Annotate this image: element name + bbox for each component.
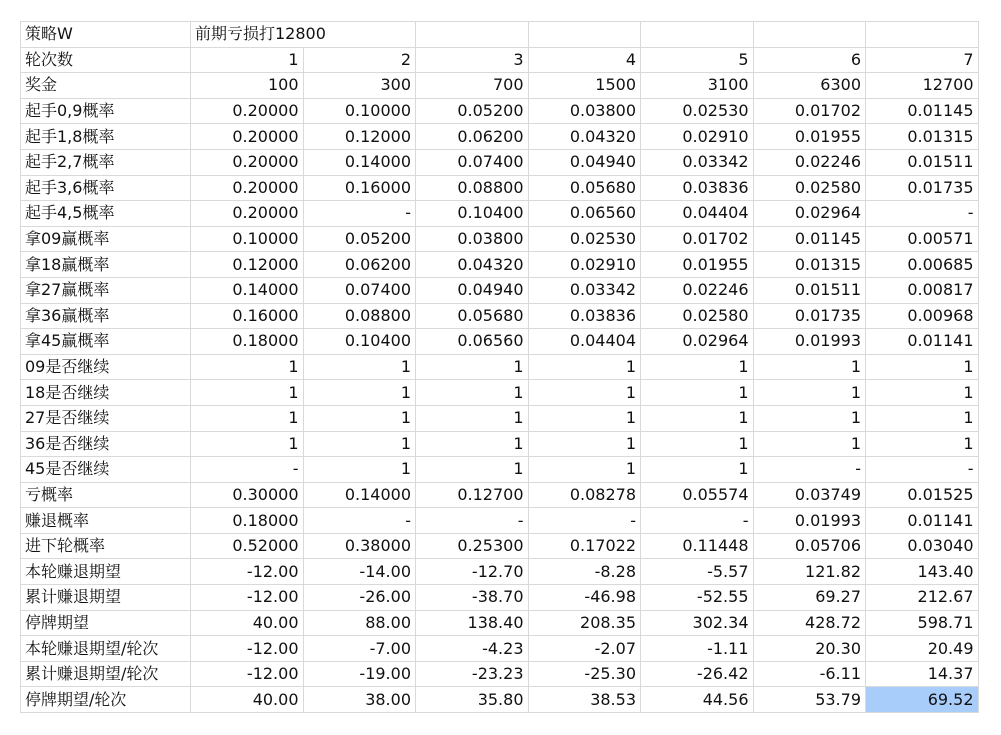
value-cell[interactable]: 0.04940	[416, 277, 529, 303]
value-cell[interactable]: 38.00	[303, 687, 416, 713]
value-cell[interactable]: 0.01141	[866, 508, 979, 534]
value-cell[interactable]: 0.01702	[753, 98, 866, 124]
value-cell[interactable]: 1	[528, 405, 641, 431]
value-cell[interactable]: 0.04940	[528, 149, 641, 175]
value-cell[interactable]: 0.03342	[528, 277, 641, 303]
table-row	[21, 47, 979, 73]
value-cell[interactable]: 0.08278	[528, 482, 641, 508]
row-label-cell[interactable]: 起手1,8概率	[21, 124, 191, 150]
value-cell[interactable]: 0.16000	[303, 175, 416, 201]
value-cell[interactable]: 1	[303, 457, 416, 483]
table-row	[21, 380, 979, 406]
value-cell[interactable]: 0.10400	[303, 329, 416, 355]
table-row	[21, 508, 979, 534]
value-cell[interactable]: 0.01145	[866, 98, 979, 124]
cell-empty[interactable]	[416, 22, 529, 48]
value-cell[interactable]: 0.30000	[191, 482, 304, 508]
value-cell[interactable]: 0.02910	[528, 252, 641, 278]
value-cell[interactable]: 0.25300	[416, 533, 529, 559]
value-cell[interactable]: 1	[753, 431, 866, 457]
value-cell[interactable]: 212.67	[866, 585, 979, 611]
value-cell[interactable]: 0.20000	[191, 201, 304, 227]
value-cell[interactable]: -	[753, 457, 866, 483]
value-cell[interactable]: 0.02530	[528, 226, 641, 252]
value-cell[interactable]: 0.14000	[303, 149, 416, 175]
value-cell[interactable]: 0.03040	[866, 533, 979, 559]
value-cell[interactable]: -	[866, 457, 979, 483]
value-cell[interactable]: 0.04320	[528, 124, 641, 150]
value-cell[interactable]: 0.52000	[191, 533, 304, 559]
value-cell[interactable]: 20.30	[753, 636, 866, 662]
row-label-cell[interactable]: 拿45赢概率	[21, 329, 191, 355]
row-label-cell[interactable]: 本轮赚退期望/轮次	[21, 636, 191, 662]
value-cell[interactable]: -	[641, 508, 754, 534]
value-cell[interactable]: 0.03342	[641, 149, 754, 175]
value-cell[interactable]: 1	[303, 431, 416, 457]
selected-cell[interactable]: 69.52	[866, 687, 979, 713]
table-row	[21, 354, 979, 380]
cell-empty[interactable]	[641, 22, 754, 48]
sheet-body	[21, 22, 979, 713]
value-cell[interactable]: 1	[866, 354, 979, 380]
table-row	[21, 226, 979, 252]
value-cell[interactable]: 40.00	[191, 610, 304, 636]
value-cell[interactable]: 12700	[866, 73, 979, 99]
value-cell[interactable]: 1	[641, 405, 754, 431]
value-cell[interactable]: 0.02964	[753, 201, 866, 227]
value-cell[interactable]: 0.06560	[528, 201, 641, 227]
value-cell[interactable]: 4	[528, 47, 641, 73]
value-cell[interactable]: 0.20000	[191, 124, 304, 150]
value-cell[interactable]: -14.00	[303, 559, 416, 585]
value-cell[interactable]: 0.02246	[753, 149, 866, 175]
value-cell[interactable]: -52.55	[641, 585, 754, 611]
value-cell[interactable]: 1	[303, 380, 416, 406]
value-cell[interactable]: 0.05200	[416, 98, 529, 124]
value-cell[interactable]: 0.01511	[866, 149, 979, 175]
value-cell[interactable]: 1	[866, 405, 979, 431]
value-cell[interactable]: 0.05680	[528, 175, 641, 201]
value-cell[interactable]: 0.03749	[753, 482, 866, 508]
value-cell[interactable]: 0.20000	[191, 98, 304, 124]
cell-empty[interactable]	[866, 22, 979, 48]
value-cell[interactable]: 1	[753, 405, 866, 431]
value-cell[interactable]: 1	[191, 431, 304, 457]
value-cell[interactable]: 0.01315	[866, 124, 979, 150]
row-label-cell[interactable]: 累计赚退期望/轮次	[21, 661, 191, 687]
value-cell[interactable]: -12.70	[416, 559, 529, 585]
row-label-cell[interactable]: 累计赚退期望	[21, 585, 191, 611]
value-cell[interactable]: 0.11448	[641, 533, 754, 559]
value-cell[interactable]: 1	[528, 354, 641, 380]
value-cell[interactable]: 0.01955	[753, 124, 866, 150]
value-cell[interactable]: -1.11	[641, 636, 754, 662]
value-cell[interactable]: 0.06200	[303, 252, 416, 278]
value-cell[interactable]: 302.34	[641, 610, 754, 636]
value-cell[interactable]: -12.00	[191, 636, 304, 662]
value-cell[interactable]: -	[416, 508, 529, 534]
value-cell[interactable]: 0.05200	[303, 226, 416, 252]
value-cell[interactable]: 0.02580	[641, 303, 754, 329]
value-cell[interactable]: -	[866, 201, 979, 227]
value-cell[interactable]: 1	[191, 47, 304, 73]
value-cell[interactable]: 1	[528, 431, 641, 457]
value-cell[interactable]: 0.02246	[641, 277, 754, 303]
value-cell[interactable]: 0.01525	[866, 482, 979, 508]
value-cell[interactable]: 1	[641, 354, 754, 380]
value-cell[interactable]: 1	[191, 405, 304, 431]
value-cell[interactable]: 1	[191, 380, 304, 406]
row-label-cell[interactable]: 奖金	[21, 73, 191, 99]
value-cell[interactable]: 0.02910	[641, 124, 754, 150]
value-cell[interactable]: 0.00685	[866, 252, 979, 278]
table-row	[21, 329, 979, 355]
value-cell[interactable]: 138.40	[416, 610, 529, 636]
value-cell[interactable]: 0.05574	[641, 482, 754, 508]
value-cell[interactable]: 0.38000	[303, 533, 416, 559]
value-cell[interactable]: 1	[528, 457, 641, 483]
row-label-cell[interactable]: 起手3,6概率	[21, 175, 191, 201]
value-cell[interactable]: 1	[416, 431, 529, 457]
value-cell[interactable]: 69.27	[753, 585, 866, 611]
value-cell[interactable]: 6300	[753, 73, 866, 99]
row-label-cell[interactable]: 18是否继续	[21, 380, 191, 406]
row-label-cell[interactable]: 停牌期望	[21, 610, 191, 636]
row-label-cell[interactable]: 27是否继续	[21, 405, 191, 431]
table-row	[21, 149, 979, 175]
value-cell[interactable]: 7	[866, 47, 979, 73]
value-cell[interactable]: 0.08800	[303, 303, 416, 329]
value-cell[interactable]: 0.00571	[866, 226, 979, 252]
row-label-cell[interactable]: 起手2,7概率	[21, 149, 191, 175]
value-cell[interactable]: -2.07	[528, 636, 641, 662]
row-label-cell[interactable]: 拿36赢概率	[21, 303, 191, 329]
table-row	[21, 482, 979, 508]
row-label-cell[interactable]: 拿18赢概率	[21, 252, 191, 278]
value-cell[interactable]: 0.01511	[753, 277, 866, 303]
value-cell[interactable]: -	[191, 457, 304, 483]
value-cell[interactable]: 1	[753, 354, 866, 380]
value-cell[interactable]: 0.12700	[416, 482, 529, 508]
value-cell[interactable]: 1	[416, 405, 529, 431]
value-cell[interactable]: -	[528, 508, 641, 534]
value-cell[interactable]: -6.11	[753, 661, 866, 687]
row-label-cell[interactable]: 本轮赚退期望	[21, 559, 191, 585]
value-cell[interactable]: -5.57	[641, 559, 754, 585]
value-cell[interactable]: 0.10400	[416, 201, 529, 227]
value-cell[interactable]: 0.20000	[191, 149, 304, 175]
row-label-cell[interactable]: 拿27赢概率	[21, 277, 191, 303]
value-cell[interactable]: 0.07400	[416, 149, 529, 175]
table-row	[21, 533, 979, 559]
value-cell[interactable]: -12.00	[191, 559, 304, 585]
row-label-cell[interactable]: 起手4,5概率	[21, 201, 191, 227]
value-cell[interactable]: 3	[416, 47, 529, 73]
value-cell[interactable]: -38.70	[416, 585, 529, 611]
row-label-cell[interactable]: 赚退概率	[21, 508, 191, 534]
table-row	[21, 636, 979, 662]
value-cell[interactable]: -8.28	[528, 559, 641, 585]
value-cell[interactable]: 3100	[641, 73, 754, 99]
title-row	[21, 22, 979, 48]
value-cell[interactable]: 0.07400	[303, 277, 416, 303]
value-cell[interactable]: 53.79	[753, 687, 866, 713]
value-cell[interactable]: 0.16000	[191, 303, 304, 329]
value-cell[interactable]: 40.00	[191, 687, 304, 713]
value-cell[interactable]: 1	[303, 405, 416, 431]
value-cell[interactable]: 1	[416, 354, 529, 380]
value-cell[interactable]: 5	[641, 47, 754, 73]
value-cell[interactable]: 208.35	[528, 610, 641, 636]
value-cell[interactable]: 0.04404	[641, 201, 754, 227]
row-label-cell[interactable]: 亏概率	[21, 482, 191, 508]
value-cell[interactable]: 0.03800	[416, 226, 529, 252]
value-cell[interactable]: 1	[191, 354, 304, 380]
cell-strategy-note[interactable]: 前期亏损打12800	[191, 22, 416, 48]
row-label-cell[interactable]: 轮次数	[21, 47, 191, 73]
table-row	[21, 175, 979, 201]
value-cell[interactable]: 0.02964	[641, 329, 754, 355]
row-label-cell[interactable]: 停牌期望/轮次	[21, 687, 191, 713]
value-cell[interactable]: 0.01735	[866, 175, 979, 201]
value-cell[interactable]: 0.05680	[416, 303, 529, 329]
value-cell[interactable]: 0.08800	[416, 175, 529, 201]
table-row	[21, 124, 979, 150]
value-cell[interactable]: 44.56	[641, 687, 754, 713]
cell-empty[interactable]	[528, 22, 641, 48]
value-cell[interactable]: 1	[866, 380, 979, 406]
value-cell[interactable]: 0.01145	[753, 226, 866, 252]
value-cell[interactable]: 14.37	[866, 661, 979, 687]
value-cell[interactable]: 0.00817	[866, 277, 979, 303]
value-cell[interactable]: 0.14000	[303, 482, 416, 508]
value-cell[interactable]: 88.00	[303, 610, 416, 636]
value-cell[interactable]: -	[303, 508, 416, 534]
value-cell[interactable]: 0.10000	[303, 98, 416, 124]
value-cell[interactable]: 0.01702	[641, 226, 754, 252]
table-row	[21, 98, 979, 124]
value-cell[interactable]: 100	[191, 73, 304, 99]
value-cell[interactable]: 1	[641, 457, 754, 483]
row-label-cell[interactable]: 45是否继续	[21, 457, 191, 483]
value-cell[interactable]: 0.04404	[528, 329, 641, 355]
value-cell[interactable]: 0.01315	[753, 252, 866, 278]
value-cell[interactable]: -19.00	[303, 661, 416, 687]
value-cell[interactable]: 0.01955	[641, 252, 754, 278]
value-cell[interactable]: 0.12000	[303, 124, 416, 150]
value-cell[interactable]: 1500	[528, 73, 641, 99]
value-cell[interactable]: -25.30	[528, 661, 641, 687]
value-cell[interactable]: 0.05706	[753, 533, 866, 559]
value-cell[interactable]: -23.23	[416, 661, 529, 687]
value-cell[interactable]: 1	[753, 380, 866, 406]
cell-strategy-label[interactable]: 策略W	[21, 22, 191, 48]
value-cell[interactable]: 598.71	[866, 610, 979, 636]
row-label-cell[interactable]: 拿09赢概率	[21, 226, 191, 252]
value-cell[interactable]: 0.01993	[753, 329, 866, 355]
row-label-cell[interactable]: 36是否继续	[21, 431, 191, 457]
value-cell[interactable]: 0.10000	[191, 226, 304, 252]
value-cell[interactable]: 0.01141	[866, 329, 979, 355]
value-cell[interactable]: 0.18000	[191, 329, 304, 355]
value-cell[interactable]: 38.53	[528, 687, 641, 713]
value-cell[interactable]: 1	[303, 354, 416, 380]
value-cell[interactable]: 143.40	[866, 559, 979, 585]
value-cell[interactable]: 6	[753, 47, 866, 73]
value-cell[interactable]: 700	[416, 73, 529, 99]
value-cell[interactable]: 121.82	[753, 559, 866, 585]
value-cell[interactable]: -	[303, 201, 416, 227]
value-cell[interactable]: -7.00	[303, 636, 416, 662]
value-cell[interactable]: -4.23	[416, 636, 529, 662]
table-row	[21, 687, 979, 713]
value-cell[interactable]: 1	[641, 431, 754, 457]
table-row	[21, 610, 979, 636]
value-cell[interactable]: 0.06200	[416, 124, 529, 150]
value-cell[interactable]: 20.49	[866, 636, 979, 662]
table-row	[21, 405, 979, 431]
cell-empty[interactable]	[753, 22, 866, 48]
table-row	[21, 252, 979, 278]
table-row	[21, 431, 979, 457]
value-cell[interactable]: 0.02580	[753, 175, 866, 201]
spreadsheet-grid	[20, 21, 979, 713]
value-cell[interactable]: 0.04320	[416, 252, 529, 278]
value-cell[interactable]: 0.01993	[753, 508, 866, 534]
value-cell[interactable]: 0.01735	[753, 303, 866, 329]
value-cell[interactable]: 1	[416, 380, 529, 406]
value-cell[interactable]: 0.14000	[191, 277, 304, 303]
value-cell[interactable]: -46.98	[528, 585, 641, 611]
table-row	[21, 661, 979, 687]
value-cell[interactable]: 300	[303, 73, 416, 99]
table-row	[21, 585, 979, 611]
row-label-cell[interactable]: 起手0,9概率	[21, 98, 191, 124]
row-label-cell[interactable]: 进下轮概率	[21, 533, 191, 559]
value-cell[interactable]: 1	[866, 431, 979, 457]
value-cell[interactable]: 1	[641, 380, 754, 406]
value-cell[interactable]: 1	[528, 380, 641, 406]
value-cell[interactable]: 0.20000	[191, 175, 304, 201]
value-cell[interactable]: 0.02530	[641, 98, 754, 124]
value-cell[interactable]: 0.06560	[416, 329, 529, 355]
table-row	[21, 303, 979, 329]
value-cell[interactable]: -12.00	[191, 585, 304, 611]
row-label-cell[interactable]: 09是否继续	[21, 354, 191, 380]
value-cell[interactable]: -26.00	[303, 585, 416, 611]
value-cell[interactable]: 0.00968	[866, 303, 979, 329]
table-row	[21, 457, 979, 483]
value-cell[interactable]: 0.03836	[641, 175, 754, 201]
value-cell[interactable]: 0.12000	[191, 252, 304, 278]
value-cell[interactable]: 0.03836	[528, 303, 641, 329]
value-cell[interactable]: 2	[303, 47, 416, 73]
value-cell[interactable]: 428.72	[753, 610, 866, 636]
value-cell[interactable]: 0.17022	[528, 533, 641, 559]
table-row	[21, 201, 979, 227]
value-cell[interactable]: -12.00	[191, 661, 304, 687]
value-cell[interactable]: 1	[416, 457, 529, 483]
value-cell[interactable]: 0.03800	[528, 98, 641, 124]
value-cell[interactable]: -26.42	[641, 661, 754, 687]
table-row	[21, 73, 979, 99]
value-cell[interactable]: 35.80	[416, 687, 529, 713]
table-row	[21, 277, 979, 303]
table-row	[21, 559, 979, 585]
value-cell[interactable]: 0.18000	[191, 508, 304, 534]
